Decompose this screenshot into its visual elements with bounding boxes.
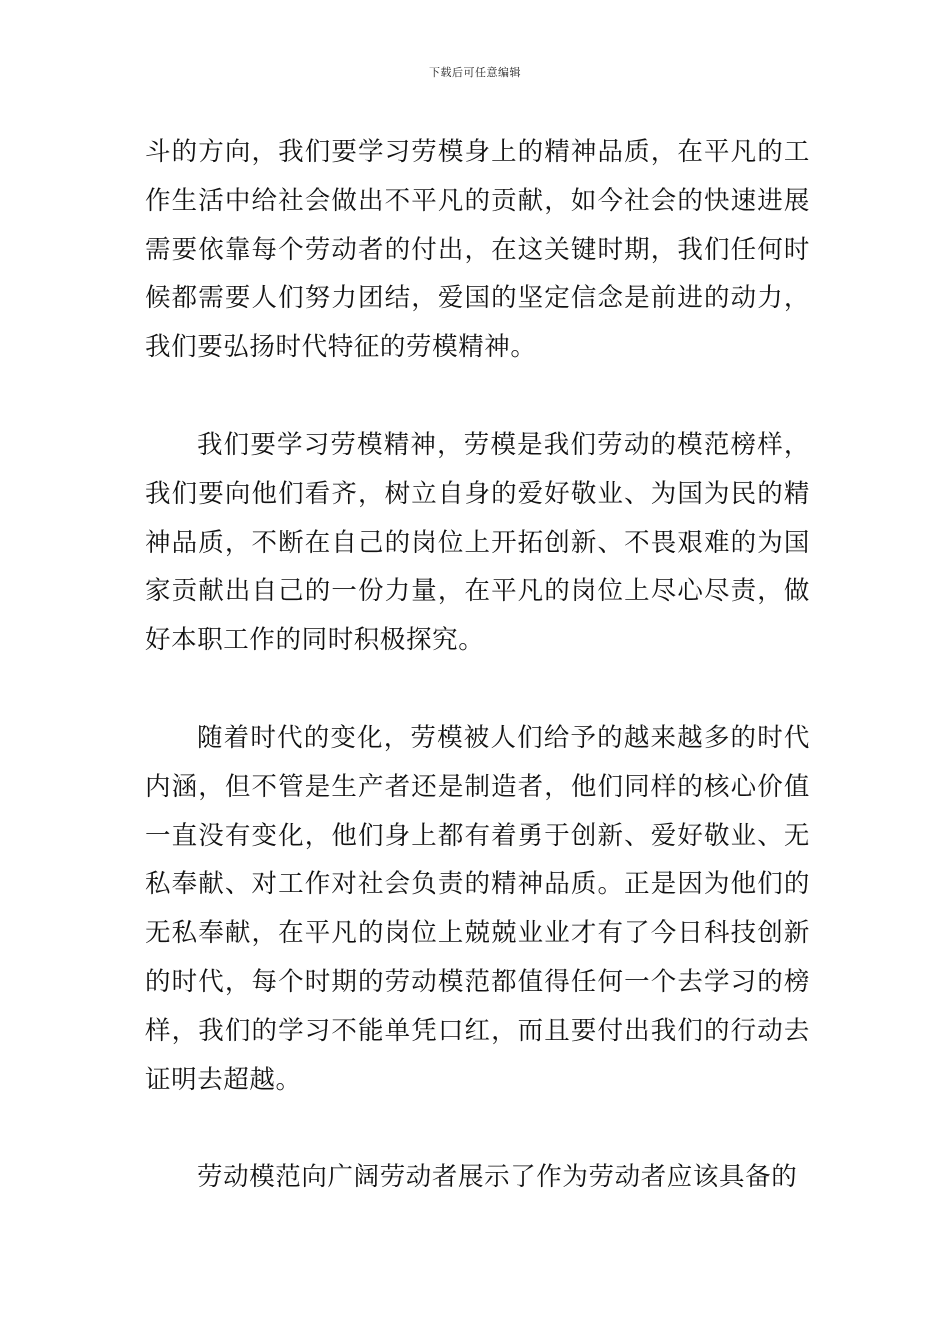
paragraph: 随着时代的变化，劳模被人们给予的越来越多的时代内涵，但不管是生产者还是制造者，他们同样的核心价值一直没有变化，他们身上都有着勇于创新、爱好敬业、无私奉献、对工作对社会负责的精神品质。正是因为他们的无私奉献，在平凡的岗位上兢兢业业才有了今日科技创新的时代，每个时期的劳动模范都值得任何一个去学习的榜样，我们的学习不能单凭口红，而且要付出我们的行动去证明去超越。 bbox=[145, 722, 810, 1095]
header-note: 下载后可任意编辑 bbox=[429, 66, 521, 79]
paragraph-spacer bbox=[145, 665, 810, 714]
document-body bbox=[145, 128, 810, 1202]
paragraph-spacer bbox=[145, 1104, 810, 1153]
paragraph: 劳动模范向广阔劳动者展示了作为劳动者应该具备的 bbox=[197, 1162, 798, 1193]
paragraph-continuation: 斗的方向，我们要学习劳模身上的精神品质，在平凡的工作生活中给社会做出不平凡的贡献，如今社会的快速进展需要依靠每个劳动者的付出，在这关键时期，我们任何时候都需要人们努力团结，爱国的坚定信念是前进的动力，我们要弘扬时代特征的劳模精神。 bbox=[145, 137, 810, 363]
paragraph: 我们要学习劳模精神，劳模是我们劳动的模范榜样，我们要向他们看齐，树立自身的爱好敬业、为国为民的精神品质，不断在自己的岗位上开拓创新、不畏艰难的为国家贡献出自己的一份力量，在平凡的岗位上尽心尽责，做好本职工作的同时积极探究。 bbox=[145, 429, 810, 656]
paragraph-spacer bbox=[145, 372, 810, 421]
